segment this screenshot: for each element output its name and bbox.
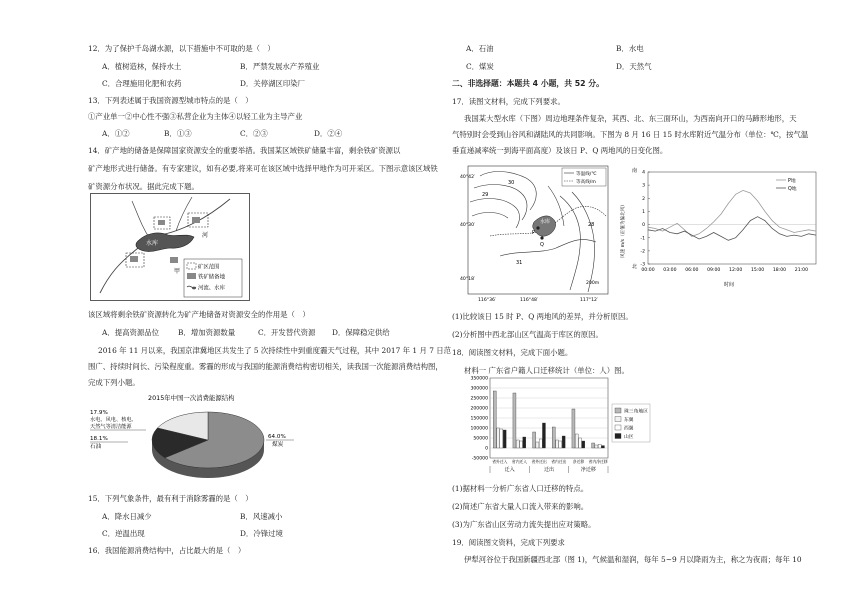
wind-x-axis-label: 时间 [724,282,735,288]
bar-y-tick-label: 0 [485,446,488,452]
wind-x-tick-label: 18:00 [772,268,787,273]
wind-y-tick-label: -3 [640,262,645,268]
bar-0-5 [592,443,595,448]
q17-sub1: (1)比较该日 15 时 P、Q 两地风的差异，并分析原因。 [452,312,633,321]
wind-y-tick-label: 4 [642,170,645,176]
q12-option-b: B．严禁发展水产养殖业 [240,62,320,71]
energy-pie-chart [88,392,300,484]
wind-y-tick-label: -1 [640,236,645,242]
wind-y-tick-label: -2 [640,249,645,255]
bar-y-tick-label: 300000 [470,386,488,392]
q-label: Q [540,242,544,248]
bar-legend-swatch [615,408,621,413]
bar-1-2 [536,442,539,448]
bar-category-label: 省外迁出 [531,459,547,464]
q14q-option-c: C．开发替代资源 [258,328,316,337]
bar-category-label: 省内迁出 [551,459,567,464]
wind-x-tick-label: 09:00 [707,268,721,273]
reservoir-label-2: 水库 [540,219,551,225]
q17-para-line1: 我国某大型水库（下图）周边地理条件复杂，其西、北、东三面环山，为西南向开口的马蹄形地形，天 [464,114,797,123]
bar-category-label: 净迁移 [572,459,585,464]
q16-option-b: B．水电 [616,44,644,53]
iron-ore-map [90,193,250,301]
bar-0-1 [513,393,516,448]
q16-option-a: A．石油 [466,44,494,53]
q13-line2: ①产业单一②中心性不强③私营企业为主体④以轻工业为主导产业 [88,112,303,121]
bar-2-5 [598,444,601,448]
bar-legend-label: 东翼 [624,417,634,423]
q15-option-a: A．降水日减少 [102,512,152,521]
section-heading: 二、非选择题：本题共 4 小题，共 52 分。 [452,79,604,88]
iso-28-label: 28 [588,222,595,228]
q13-stem: 13．下列表述属于我国资源型城市特点的是（ ） [88,96,253,105]
pie-label-coal-pct: 64.0% [268,434,286,440]
migration-bar-chart [452,372,652,476]
q14-line1: 14．矿产地的储备是保障国家资源安全的重要举措。我国某区域铁矿储量丰富，剩余铁矿资源以 [88,146,401,155]
bar-group-label: 净迁移 [580,467,596,473]
legend-mine-label: 矿区范围 [198,264,220,271]
bar-category-label: 省外迁入 [492,459,508,464]
q16-stem: 16．我国能源消费结构中，占比最大的是（ ） [88,546,246,555]
q15-option-d: D．冷锋过境 [240,529,283,538]
bar-y-tick-label: 200000 [470,406,488,412]
bar-3-0 [503,430,506,448]
jia-label: 甲 [174,268,181,275]
bar-3-3 [562,436,565,448]
wind-x-tick-label: 15:00 [750,268,765,273]
q14-line2: 矿产地形式进行储备。有专家建议，如有必要,将来可在该区域中选择甲地作为可开采区。下图示意该区域铁 [88,164,438,173]
q12-stem: 12．为了保护千岛湖水源，以下措施中不可取的是（ ） [88,44,275,53]
wind-y-tick-label: 0 [642,223,645,229]
bar-group-label: 迁出 [543,467,555,473]
bar-y-tick-label: 150000 [470,416,488,422]
bar-0-4 [572,409,575,448]
bar-2-1 [520,441,523,448]
q18-caption: 材料一 广东省户籍人口迁移统计（单位：人）图。 [464,366,629,375]
bar-0-0 [493,391,496,448]
wind-y-tick-label: 2 [642,196,645,202]
q18-sub3: (3)为广东省山区劳动力流失提出应对策略。 [452,520,596,529]
q13-option-d: D．②④ [314,129,343,138]
q15-stem: 15．下列气象条件，最有利于消除雾霾的是（ ） [88,494,253,503]
bar-2-4 [579,438,582,448]
lat-2: 40°30′ [460,223,476,228]
bar-legend-label: 珠三角地区 [624,409,648,415]
lon-1: 116°36′ [478,298,496,303]
q12-option-d: D．关停湖区印染厂 [240,79,306,88]
q15-intro-line3: 完成下列小题。 [88,378,140,387]
p-label: P [532,230,536,236]
bar-y-tick-label: 350000 [470,376,488,382]
iso-31-label: 31 [516,260,523,266]
lat-1: 40°42′ [460,175,476,180]
bar-0-2 [533,432,536,448]
wind-x-tick-label: 03:00 [663,268,677,273]
q17-para-line3: 垂直递减率统一到海平面高度）及该日 P、Q 两地风的日变化图。 [452,146,668,155]
iso-29-label: 29 [482,192,489,198]
bar-y-tick-label: 100000 [470,426,488,432]
lat-3: 40°18′ [460,277,476,282]
q19-line1: 伊犁河谷位于我国新疆西北部（图 1)，气候温和湿润，每年 5~9 月以降雨为主，称之为夜雨；每年 10 [464,555,802,564]
legend-q: Q地 [788,187,797,192]
wind-y-bottom-label: 北 [632,264,638,270]
reserve-1 [192,217,200,223]
legend-reserve-label: 铁矿储备地 [198,274,225,281]
q17-stem: 17．读图文材料，完成下列要求。 [452,97,565,106]
bar-y-tick-label: 250000 [470,396,488,402]
bar-legend-label: 山区 [624,434,634,440]
pie-label-clean-2: 天然气等清洁能源 [90,424,132,430]
bar-3-4 [582,441,585,448]
wind-plot-frame [648,172,816,264]
bar-3-2 [542,423,545,448]
pie-label-oil: 石油 [90,444,102,450]
bar-group-label: 迁入 [504,467,515,473]
wind-x-tick-label: 06:00 [685,268,699,273]
q14-line3: 矿资源分布状况。据此完成下题。 [88,182,199,191]
wind-series-1 [648,217,816,241]
bar-legend-swatch [615,425,621,430]
bar-y-tick-label: -50000 [471,456,488,462]
q13-option-a: A．①② [102,129,130,138]
bar-2-2 [539,439,542,448]
bar-legend-swatch [615,434,621,439]
pie-label-clean-pct: 17.9% [90,410,108,416]
bar-1-1 [516,440,519,448]
legend-p: P地 [788,179,796,184]
q16-option-c: C．煤炭 [466,62,494,71]
bar-category-label: 省内迁入 [511,459,528,464]
q18-sub2: (2)简述广东省大量人口流入带来的影响。 [452,502,589,511]
pie-label-clean-1: 水电、风电、核电、 [90,417,137,423]
bar-3-1 [523,437,526,448]
bar-2-0 [500,429,503,448]
bar-2-3 [559,441,562,448]
q15-intro-line1: 2016 年 11 月以来，我国京津冀地区共发生了 5 次持续性中到重度霾天气过程，其中 2017 年 1 月 7 日范 [98,346,452,355]
lon-2: 116°48′ [520,298,538,303]
bar-1-4 [575,434,578,448]
q15-option-b: B．风速减小 [240,512,283,521]
point-p [536,226,539,229]
wind-x-tick-label: 00:00 [641,268,655,273]
bar-y-tick-label: 50000 [473,436,488,442]
bar-category-label: 省内净迁移 [588,459,608,464]
q15-intro-line2: 围广、持续时间长、污染程度重。雾霾的形成与我国的能源消费结构密切相关，读我国一次能源消费结构图， [88,362,443,371]
pie-title: 2015年中国一次消费能源结构 [148,394,235,402]
q14q-option-b: B．增加资源数量 [178,328,236,337]
reserve-3 [130,256,138,262]
q14q-option-d: D．保障稳定供给 [332,328,390,337]
q18-stem: 18．阅读图文材料，完成下面小题。 [452,348,573,357]
legend-iso-height: 等高线/m [576,180,596,185]
bar-0-3 [552,427,555,448]
bar-1-0 [497,428,500,448]
q16-option-d: D．天然气 [616,62,652,71]
bar-legend-label: 西翼 [624,426,634,432]
q14q-stem: 该区域将剩余铁矿资源转化为矿产地储备对资源安全的作用是（ ） [88,310,310,319]
q14q-option-a: A．提高资源品位 [102,328,160,337]
legend-iso-temp: 等温线/℃ [576,172,597,177]
bar-1-3 [556,440,559,448]
q12-option-c: C．合理施用化肥和农药 [102,79,182,88]
legend-water-label: 河流、水库 [198,285,225,292]
q19-stem: 19．阅读图文资料，完成下列要求 [452,538,565,547]
reservoir-temp-map [460,156,616,304]
q15-option-c: C．逆温出现 [102,529,145,538]
height-200-label: 200m [586,281,600,286]
pie-label-oil-pct: 18.1% [90,436,108,442]
lon-3: 117°12′ [580,298,598,303]
q12-option-a: A．植树造林，保持水土 [102,62,182,71]
wind-y-axis-label: 风速 m/s（正值为偏北风） [621,202,626,258]
bar-3-5 [601,446,604,448]
river-label: 河 [202,232,209,239]
reserve-jia [170,257,178,263]
wind-x-tick-label: 21:00 [794,268,809,273]
wind-series-0 [648,190,816,236]
wind-y-tick-label: 3 [642,183,645,189]
iso-30-label: 30 [508,180,515,186]
q17-para-line2: 气特别时会受到山谷风和湖陆风的共同影响。下图为 8 月 16 日 15 时水库附近气温分布（单位：℃，按气温 [452,130,809,139]
wind-y-tick-label: 1 [642,210,645,216]
reservoir-label: 水库 [146,240,159,247]
bar-legend-swatch [615,417,621,422]
q17-sub2: (2)分析图中西北部山区气温高于库区的原因。 [452,330,603,339]
q13-option-c: C．②③ [240,129,268,138]
wind-x-tick-label: 12:00 [729,268,743,273]
wind-line-chart [618,164,818,288]
point-q [540,236,543,239]
q18-sub1: (1)据材料一分析广东省人口迁移的特点。 [452,484,589,493]
reserve-2 [158,220,165,225]
q13-option-b: B．①③ [164,129,192,138]
wind-y-top-label: 南 [632,168,638,174]
pie-label-coal: 煤炭 [272,442,284,448]
bar-1-5 [595,445,598,448]
